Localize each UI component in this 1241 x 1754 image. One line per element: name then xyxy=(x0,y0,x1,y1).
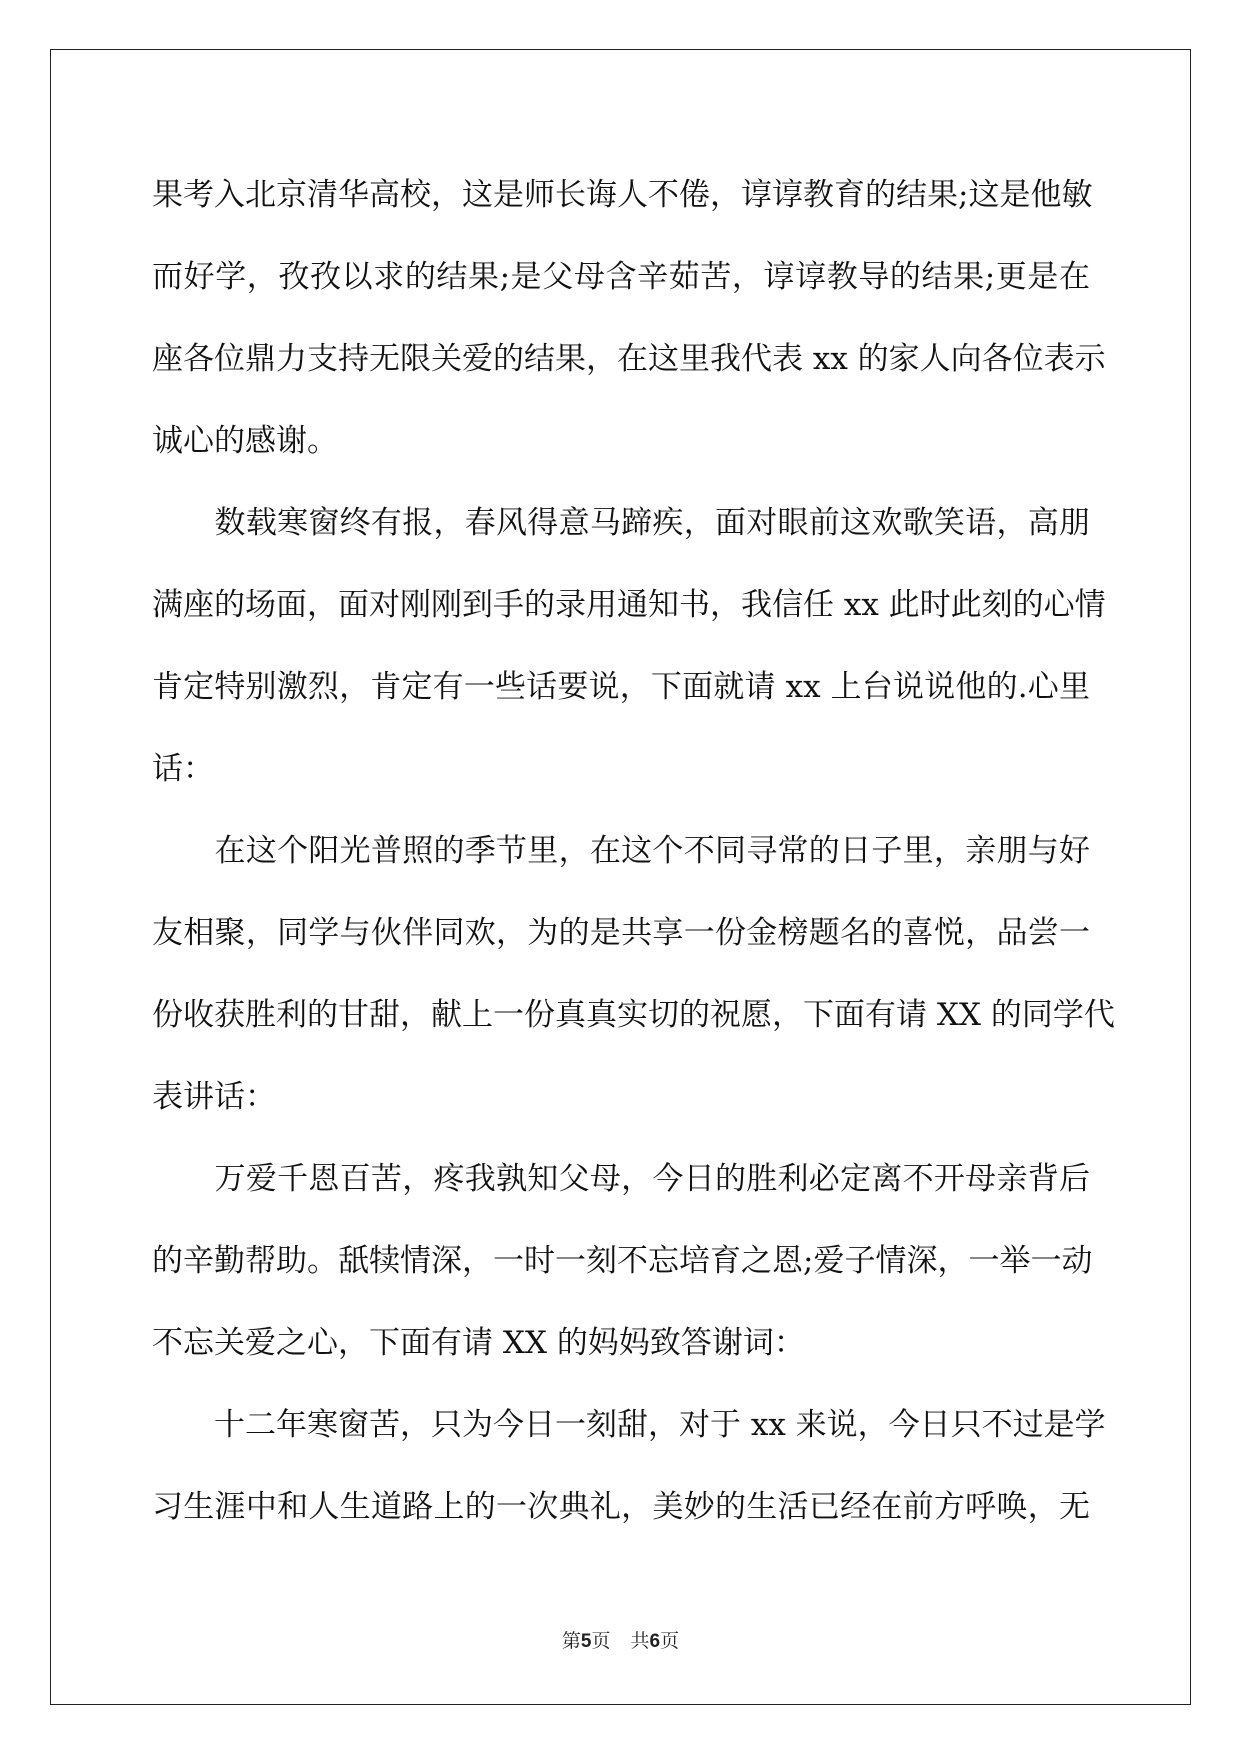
text-line: 在这个阳光普照的季节里，在这个不同寻常的日子里，亲朋与好 xyxy=(152,833,1090,869)
text-line: 座各位鼎力支持无限关爱的结果，在这里我代表 xx 的家人向各位表示 xyxy=(152,341,1106,377)
text-line: 不忘关爱之心，下面有请 XX 的妈妈致答谢词： xyxy=(152,1325,805,1361)
footer-total-unit: 页 xyxy=(660,1630,680,1652)
text-line: 表讲话： xyxy=(152,1079,276,1115)
text-line: 数载寒窗终有报，春风得意马蹄疾，面对眼前这欢歌笑语，高朋 xyxy=(152,505,1090,541)
text-line: 习生涯中和人生道路上的一次典礼，美妙的生活已经在前方呼唤，无 xyxy=(152,1489,1090,1525)
text-line: 话： xyxy=(152,751,214,787)
text-line: 份收获胜利的甘甜，献上一份真真实切的祝愿，下面有请 XX 的同学代 xyxy=(152,997,1115,1033)
footer-page-unit: 页 xyxy=(591,1630,611,1652)
footer-total-prefix: 共 xyxy=(630,1630,650,1652)
total-pages-number: 6 xyxy=(649,1631,661,1652)
text-line: 诚心的感谢。 xyxy=(152,423,338,459)
text-line: 满座的场面，面对刚刚到手的录用通知书，我信任 xx 此时此刻的心情 xyxy=(152,587,1106,623)
footer-prefix: 第 xyxy=(561,1630,581,1652)
text-line: 而好学，孜孜以求的结果;是父母含辛茹苦，谆谆教导的结果;更是在 xyxy=(152,259,1090,295)
text-line: 果考入北京清华高校，这是师长诲人不倦，谆谆教育的结果;这是他敏 xyxy=(152,177,1093,213)
text-line: 十二年寒窗苦，只为今日一刻甜，对于 xx 来说，今日只不过是学 xyxy=(152,1407,1106,1443)
current-page-number: 5 xyxy=(580,1631,592,1652)
text-line: 友相聚，同学与伙伴同欢，为的是共享一份金榜题名的喜悦，品尝一 xyxy=(152,915,1090,951)
text-line: 万爱千恩百苦，疼我孰知父母，今日的胜利必定离不开母亲背后 xyxy=(152,1161,1090,1197)
page-footer xyxy=(0,1627,1241,1656)
text-line: 肯定特别激烈，肯定有一些话要说，下面就请 xx 上台说说他的.心里 xyxy=(152,669,1090,705)
body-text xyxy=(152,154,1115,1548)
text-line: 的辛勤帮助。舐犊情深，一时一刻不忘培育之恩;爱子情深，一举一动 xyxy=(152,1243,1093,1279)
